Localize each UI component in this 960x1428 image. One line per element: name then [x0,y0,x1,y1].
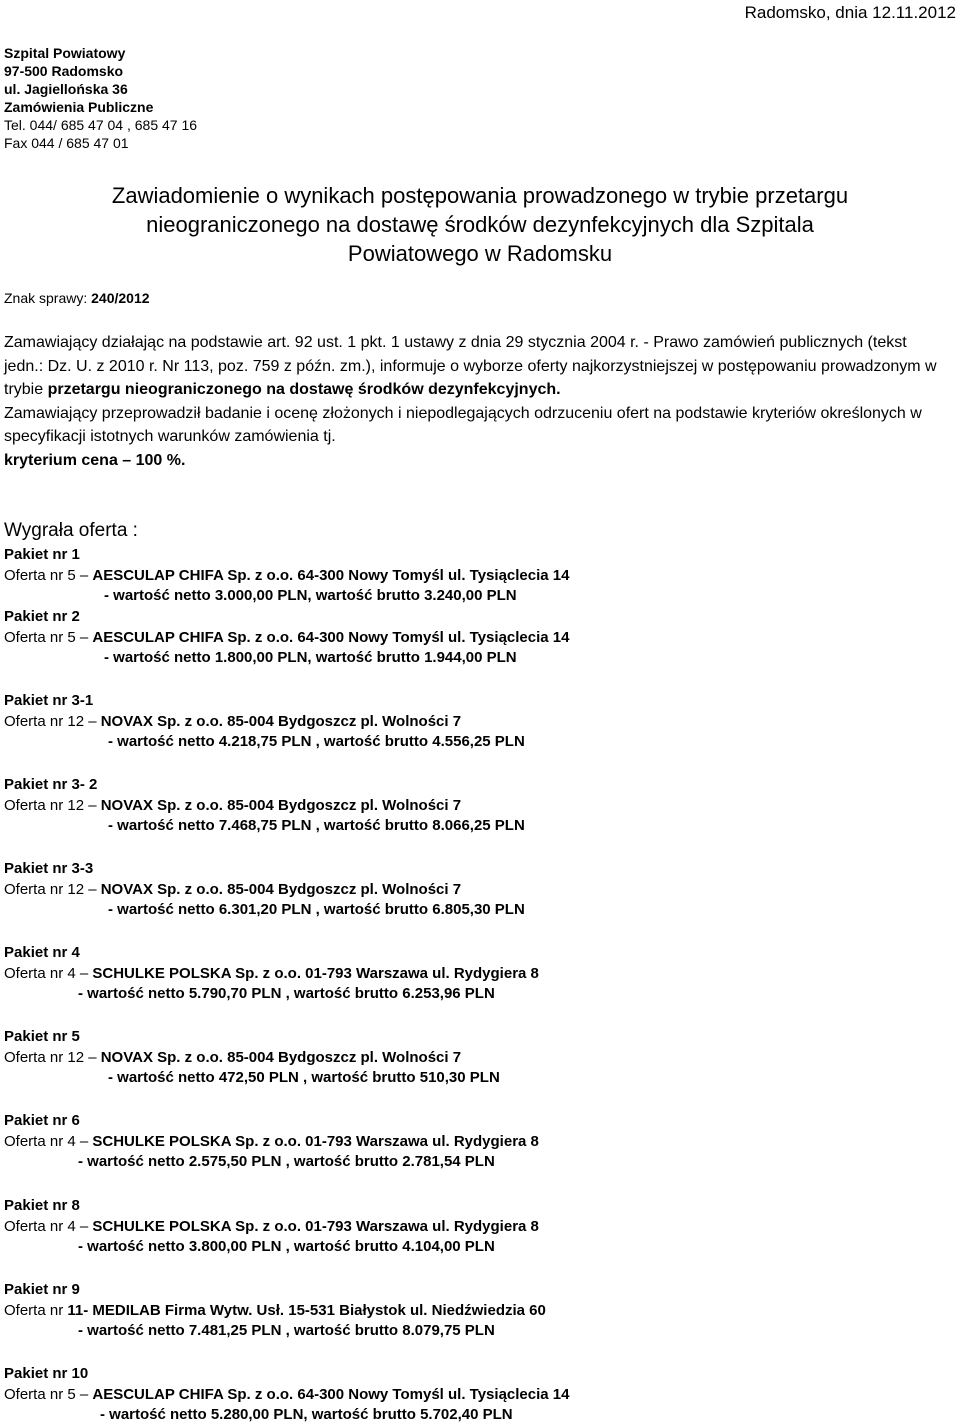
package-offer [4,1048,500,1069]
package-name: Pakiet nr 2 [4,608,80,625]
package-block [4,1280,546,1342]
package-name: Pakiet nr 6 [4,1112,80,1129]
package-block [4,545,569,607]
title-line-3: Powiatowego w Radomsku [347,241,613,266]
offer-company: AESCULAP CHIFA Sp. z o.o. 64-300 Nowy Tomyśl ul. Tysiąclecia 14 [92,566,570,584]
sender-name: Szpital Powiatowy [4,45,126,61]
package-offer [4,796,525,817]
package-name: Pakiet nr 10 [4,1365,89,1382]
package-value: - wartość netto 3.000,00 PLN, wartość brutto 3.240,00 PLN [104,587,517,604]
intro-paragraph-2 [4,402,949,449]
sender-fax: Fax 044 / 685 47 01 [4,135,129,151]
package-value: - wartość netto 2.575,50 PLN , wartość brutto 2.781,54 PLN [78,1153,495,1170]
package-offer [4,1217,539,1238]
package-value: - wartość netto 3.800,00 PLN , wartość brutto 4.104,00 PLN [78,1238,495,1255]
package-block [4,775,525,837]
package-block [4,859,525,921]
package-name: Pakiet nr 1 [4,546,80,563]
offer-company: SCHULKE POLSKA Sp. z o.o. 01-793 Warszawa ul. Rydygiera 8 [92,1132,539,1150]
package-block [4,1196,539,1258]
package-value: - wartość netto 5.790,70 PLN , wartość brutto 6.253,96 PLN [78,985,495,1002]
package-offer [4,1132,539,1153]
package-offer [4,712,525,733]
document-date: Radomsko, dnia 12.11.2012 [744,3,956,22]
intro-text [4,331,949,472]
package-block [4,943,539,1005]
title-line-2: nieograniczonego na dostawę środków dezynfekcyjnych dla Szpitala [146,212,814,237]
sender-postal: 97-500 Radomsko [4,63,124,79]
package-name: Pakiet nr 3-3 [4,860,94,877]
offer-company: SCHULKE POLSKA Sp. z o.o. 01-793 Warszawa ul. Rydygiera 8 [92,1217,539,1235]
offer-company: NOVAX Sp. z o.o. 85-004 Bydgoszcz pl. Wolności 7 [100,880,462,898]
case-label: Znak sprawy: [4,290,92,306]
title-line-1: Zawiadomienie o wynikach postępowania prowadzonego w trybie przetargu [111,183,849,208]
package-offer [4,1301,546,1322]
package-block [4,607,569,669]
offer-company: AESCULAP CHIFA Sp. z o.o. 64-300 Nowy Tomyśl ul. Tysiąclecia 14 [92,1385,570,1403]
package-value: - wartość netto 1.800,00 PLN, wartość brutto 1.944,00 PLN [104,649,517,666]
offer-company: NOVAX Sp. z o.o. 85-004 Bydgoszcz pl. Wolności 7 [100,1048,462,1066]
package-offer [4,566,569,587]
criterion [4,449,949,473]
offer-company: SCHULKE POLSKA Sp. z o.o. 01-793 Warszawa ul. Rydygiera 8 [92,964,539,982]
intro-p1-bold: przetargu nieograniczonego na dostawę środków dezynfekcyjnych. [47,381,561,398]
offer-number: Oferta nr [4,1301,68,1319]
offer-company: AESCULAP CHIFA Sp. z o.o. 64-300 Nowy Tomyśl ul. Tysiąclecia 14 [92,628,570,646]
offer-number: Oferta nr 4 – [4,1217,93,1235]
package-offer [4,880,525,901]
package-value: - wartość netto 7.468,75 PLN , wartość brutto 8.066,25 PLN [108,817,525,834]
offer-number: Oferta nr 4 – [4,1132,93,1150]
offer-number: Oferta nr 12 – [4,880,101,898]
package-name: Pakiet nr 4 [4,944,80,961]
winner-label: Wygrała oferta : [4,520,138,541]
package-name: Pakiet nr 3-1 [4,692,94,709]
package-offer [4,964,539,985]
package-block [4,691,525,753]
package-block [4,1364,569,1426]
package-block [4,1027,500,1089]
package-name: Pakiet nr 8 [4,1197,80,1214]
sender-tel: Tel. 044/ 685 47 04 , 685 47 16 [4,117,198,133]
sender-address [4,44,197,152]
package-block [4,1111,539,1173]
package-offer [4,1385,569,1406]
offer-number: Oferta nr 12 – [4,712,101,730]
package-name: Pakiet nr 9 [4,1281,80,1298]
offer-company: NOVAX Sp. z o.o. 85-004 Bydgoszcz pl. Wolności 7 [100,796,462,814]
offer-number: Oferta nr 5 – [4,1385,93,1403]
package-value: - wartość netto 4.218,75 PLN , wartość brutto 4.556,25 PLN [108,733,525,750]
package-value: - wartość netto 6.301,20 PLN , wartość brutto 6.805,30 PLN [108,901,525,918]
offer-number: Oferta nr 5 – [4,566,93,584]
case-number [4,290,150,306]
sender-dept: Zamówienia Publiczne [4,99,154,115]
offer-number: Oferta nr 4 – [4,964,93,982]
package-name: Pakiet nr 3- 2 [4,776,98,793]
package-name: Pakiet nr 5 [4,1028,80,1045]
case-value: 240/2012 [91,290,150,306]
package-offer [4,628,569,649]
package-value: - wartość netto 472,50 PLN , wartość brutto 510,30 PLN [108,1069,500,1086]
criterion-text: kryterium cena – 100 %. [4,451,186,469]
intro-paragraph-1 [4,331,949,402]
intro-p1-text: Zamawiający działając na podstawie art. 92 ust. 1 pkt. 1 ustawy z dnia 29 stycznia 2004 r. - Prawo zamówień publicznych (tekst jedn.: Dz. U. z 2010 r. Nr 113, poz. 759 z późn. zm.), informuje o wyborze oferty najkorzystniejszej w postępowaniu prowadzonym w trybie [4,334,937,398]
offer-number: Oferta nr 12 – [4,796,101,814]
offer-company: NOVAX Sp. z o.o. 85-004 Bydgoszcz pl. Wolności 7 [100,712,462,730]
intro-p2-text: Zamawiający przeprowadził badanie i ocenę złożonych i niepodlegających odrzuceniu ofert na podstawie kryteriów określonych w specyfikacji istotnych warunków zamówienia tj. [4,404,922,445]
package-value: - wartość netto 7.481,25 PLN , wartość brutto 8.079,75 PLN [78,1322,495,1339]
offer-number: Oferta nr 5 – [4,628,93,646]
offer-number: Oferta nr 12 – [4,1048,101,1066]
document-title [0,181,960,268]
package-value: - wartość netto 5.280,00 PLN, wartość brutto 5.702,40 PLN [100,1406,513,1423]
offer-company: 11- MEDILAB Firma Wytw. Usł. 15-531 Białystok ul. Niedźwiedzia 60 [67,1301,546,1319]
sender-street: ul. Jagiellońska 36 [4,81,128,97]
